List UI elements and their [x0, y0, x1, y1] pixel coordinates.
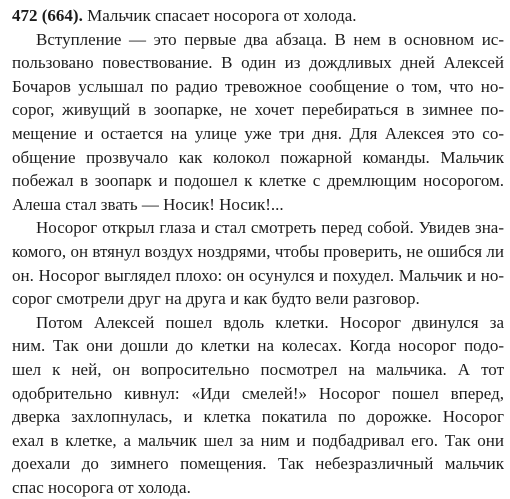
paragraph-3 — [12, 311, 504, 499]
document-page — [12, 4, 504, 499]
paragraph-1 — [12, 28, 504, 217]
text-line: Алеша стал звать — Носик! Носик!... — [12, 194, 284, 214]
text-line: дверка захлопнулась, и клетка покатила по дорожке. Носорог — [12, 407, 504, 427]
text-line: одобрительно кивнул: «Иди смелей!» Носорог пошел вперед, — [12, 383, 504, 403]
text-line: он. Носорог выглядел плохо: он осунулся и похудел. Мальчик и но- — [12, 265, 504, 285]
text-line: Вступление — это первые два абзаца. В нем в основном ис- — [36, 29, 504, 49]
exercise-heading — [12, 4, 504, 28]
text-line: Бочаров услышал по радио тревожное сообщение о том, что но- — [12, 76, 504, 96]
text-line: побежал в зоопарк и подошел к клетке с дремлющим носорогом. — [12, 171, 504, 191]
text-line: доехали до зимнего помещения. Так небезразличный мальчик — [12, 454, 504, 474]
text-line: комого, он втянул воздух ноздрями, чтобы проверить, не ошибся ли — [12, 241, 504, 261]
text-line: Носорог открыл глаза и стал смотреть перед собой. Увидев зна- — [36, 218, 504, 238]
exercise-number: 472 (664). — [12, 6, 83, 25]
paragraph-2 — [12, 216, 504, 310]
text-line: Потом Алексей пошел вдоль клетки. Носорог двинулся за — [36, 312, 504, 332]
text-line: мещение и остается на улице уже три дня. Для Алексея это со- — [12, 123, 504, 143]
text-line: ним. Так они дошли до клетки на колесах. Когда носорог подо- — [12, 336, 504, 356]
text-line: спас носорога от холода. — [12, 477, 191, 497]
text-line: пользовано повествование. В один из дождливых дней Алексей — [12, 53, 504, 73]
text-line: сорог смотрели друг на друга и как будто вели разговор. — [12, 289, 420, 309]
exercise-title: Мальчик спасает носорога от холода. — [87, 6, 357, 25]
text-line: ехал в клетке, а мальчик шел за ним и подбадривал его. Так они — [12, 430, 504, 450]
text-line: сорог, живущий в зоопарке, не хочет перебираться в зимнее по- — [12, 100, 504, 120]
text-line: общение прозвучало как колокол пожарной команды. Мальчик — [12, 147, 504, 167]
text-line: шел к ней, он вопросительно посмотрел на мальчика. А тот — [12, 359, 504, 379]
